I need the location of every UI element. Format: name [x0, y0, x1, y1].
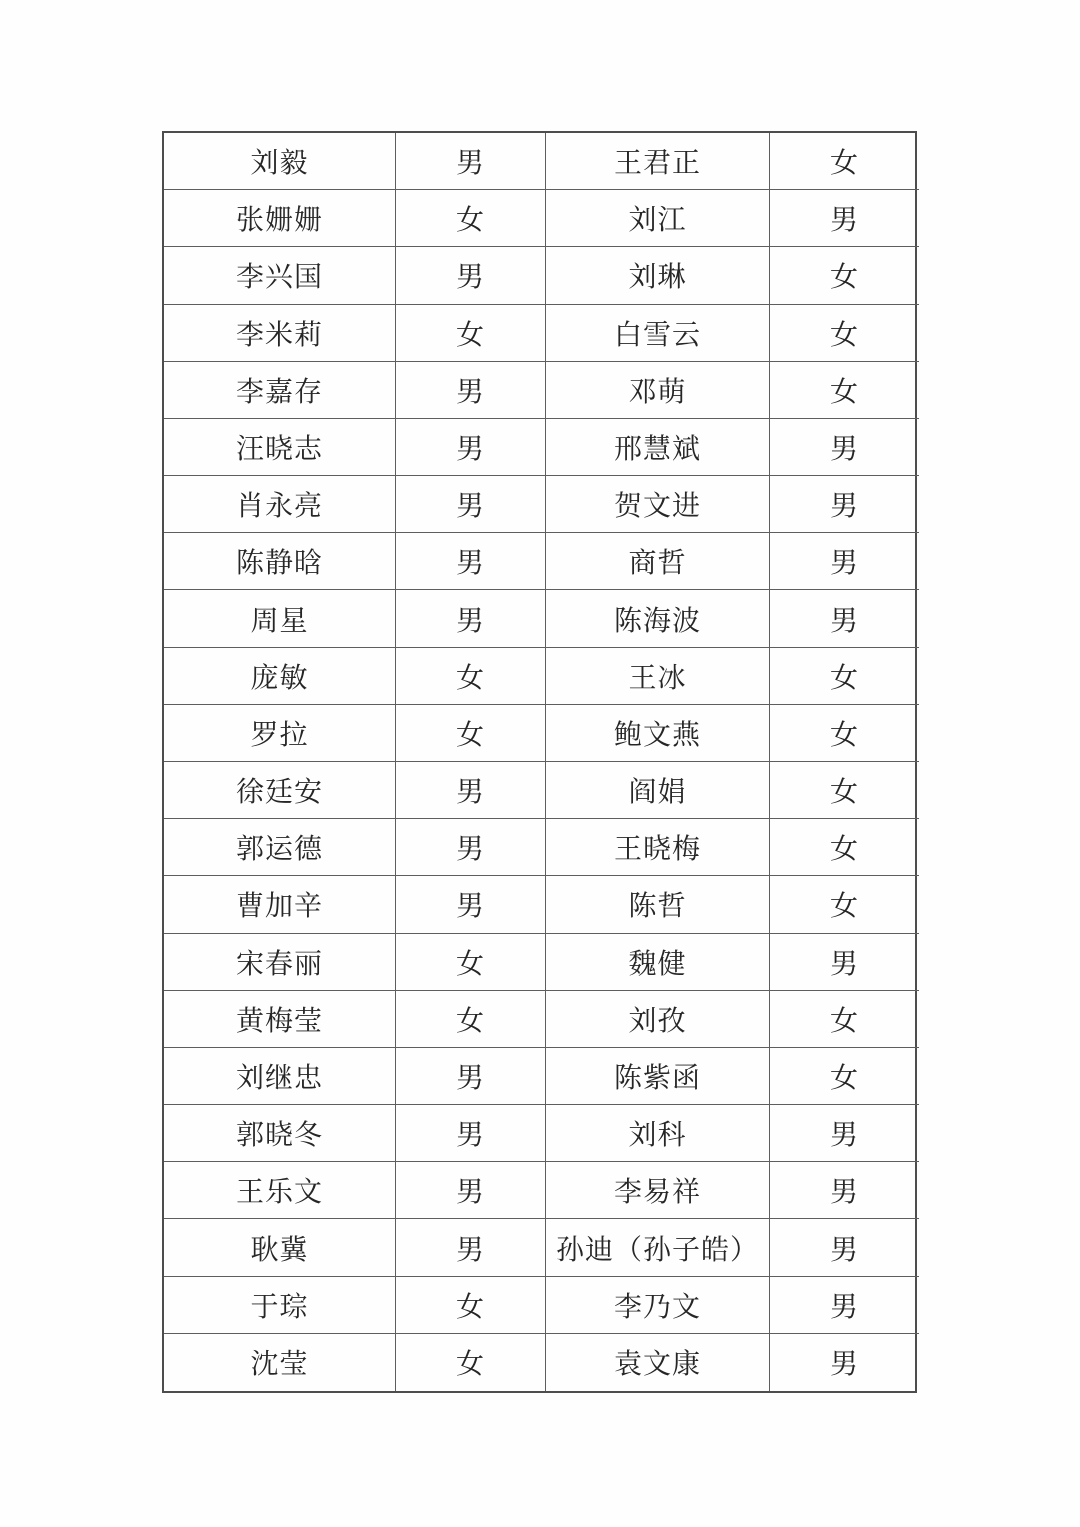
name-cell: 王君正	[546, 133, 770, 190]
name-cell: 邢慧斌	[546, 419, 770, 476]
name-cell: 王冰	[546, 648, 770, 705]
name-cell: 宋春丽	[164, 934, 396, 991]
gender-cell: 男	[396, 533, 546, 590]
name-cell: 陈哲	[546, 876, 770, 933]
gender-cell: 女	[396, 190, 546, 247]
name-cell: 肖永亮	[164, 476, 396, 533]
gender-cell: 男	[396, 419, 546, 476]
gender-cell: 男	[770, 1105, 919, 1162]
gender-cell: 女	[396, 991, 546, 1048]
name-cell: 耿冀	[164, 1219, 396, 1276]
name-cell: 白雪云	[546, 305, 770, 362]
name-cell: 阎娟	[546, 762, 770, 819]
name-cell: 王乐文	[164, 1162, 396, 1219]
name-cell: 李嘉存	[164, 362, 396, 419]
gender-cell: 男	[396, 819, 546, 876]
gender-cell: 男	[770, 476, 919, 533]
gender-cell: 女	[770, 1048, 919, 1105]
name-cell: 沈莹	[164, 1334, 396, 1391]
gender-cell: 男	[770, 1162, 919, 1219]
name-cell: 李米莉	[164, 305, 396, 362]
gender-cell: 女	[396, 705, 546, 762]
name-cell: 鲍文燕	[546, 705, 770, 762]
gender-cell: 男	[770, 934, 919, 991]
gender-cell: 男	[396, 876, 546, 933]
name-cell: 于琮	[164, 1277, 396, 1334]
gender-cell: 男	[396, 762, 546, 819]
gender-cell: 女	[770, 648, 919, 705]
gender-cell: 男	[396, 1162, 546, 1219]
gender-cell: 男	[770, 1277, 919, 1334]
gender-cell: 男	[770, 533, 919, 590]
gender-cell: 男	[396, 133, 546, 190]
gender-cell: 女	[770, 362, 919, 419]
name-cell: 陈海波	[546, 590, 770, 647]
name-cell: 刘江	[546, 190, 770, 247]
name-cell: 袁文康	[546, 1334, 770, 1391]
name-cell: 郭运德	[164, 819, 396, 876]
names-table	[162, 131, 917, 1393]
name-cell: 庞敏	[164, 648, 396, 705]
name-cell: 邓萌	[546, 362, 770, 419]
gender-cell: 男	[396, 476, 546, 533]
gender-cell: 男	[396, 590, 546, 647]
gender-cell: 男	[396, 362, 546, 419]
gender-cell: 男	[770, 590, 919, 647]
name-cell: 贺文进	[546, 476, 770, 533]
gender-cell: 女	[770, 305, 919, 362]
gender-cell: 女	[770, 133, 919, 190]
gender-cell: 女	[770, 991, 919, 1048]
name-cell: 徐廷安	[164, 762, 396, 819]
name-cell: 李易祥	[546, 1162, 770, 1219]
gender-cell: 女	[396, 1277, 546, 1334]
gender-cell: 女	[770, 705, 919, 762]
gender-cell: 女	[770, 819, 919, 876]
gender-cell: 女	[396, 648, 546, 705]
name-cell: 李乃文	[546, 1277, 770, 1334]
gender-cell: 女	[396, 934, 546, 991]
name-cell: 孙迪（孙子皓）	[546, 1219, 770, 1276]
name-cell: 陈紫函	[546, 1048, 770, 1105]
gender-cell: 男	[770, 1219, 919, 1276]
gender-cell: 男	[396, 1105, 546, 1162]
gender-cell: 男	[396, 1048, 546, 1105]
name-cell: 黄梅莹	[164, 991, 396, 1048]
name-cell: 张姗姗	[164, 190, 396, 247]
name-cell: 商哲	[546, 533, 770, 590]
name-cell: 刘琳	[546, 247, 770, 304]
gender-cell: 女	[396, 305, 546, 362]
name-cell: 曹加辛	[164, 876, 396, 933]
name-cell: 魏健	[546, 934, 770, 991]
name-cell: 刘毅	[164, 133, 396, 190]
gender-cell: 男	[396, 247, 546, 304]
name-cell: 王晓梅	[546, 819, 770, 876]
name-cell: 刘继忠	[164, 1048, 396, 1105]
gender-cell: 男	[770, 190, 919, 247]
name-cell: 郭晓冬	[164, 1105, 396, 1162]
name-cell: 罗拉	[164, 705, 396, 762]
name-cell: 刘孜	[546, 991, 770, 1048]
name-cell: 李兴国	[164, 247, 396, 304]
gender-cell: 女	[770, 876, 919, 933]
gender-cell: 女	[770, 762, 919, 819]
gender-cell: 女	[770, 247, 919, 304]
gender-cell: 女	[396, 1334, 546, 1391]
gender-cell: 男	[829, 1349, 859, 1381]
name-cell: 周星	[164, 590, 396, 647]
gender-cell: 男	[770, 419, 919, 476]
name-cell: 汪晓志	[164, 419, 396, 476]
name-cell: 陈静晗	[164, 533, 396, 590]
gender-cell: 男	[396, 1219, 546, 1276]
name-cell: 刘科	[546, 1105, 770, 1162]
